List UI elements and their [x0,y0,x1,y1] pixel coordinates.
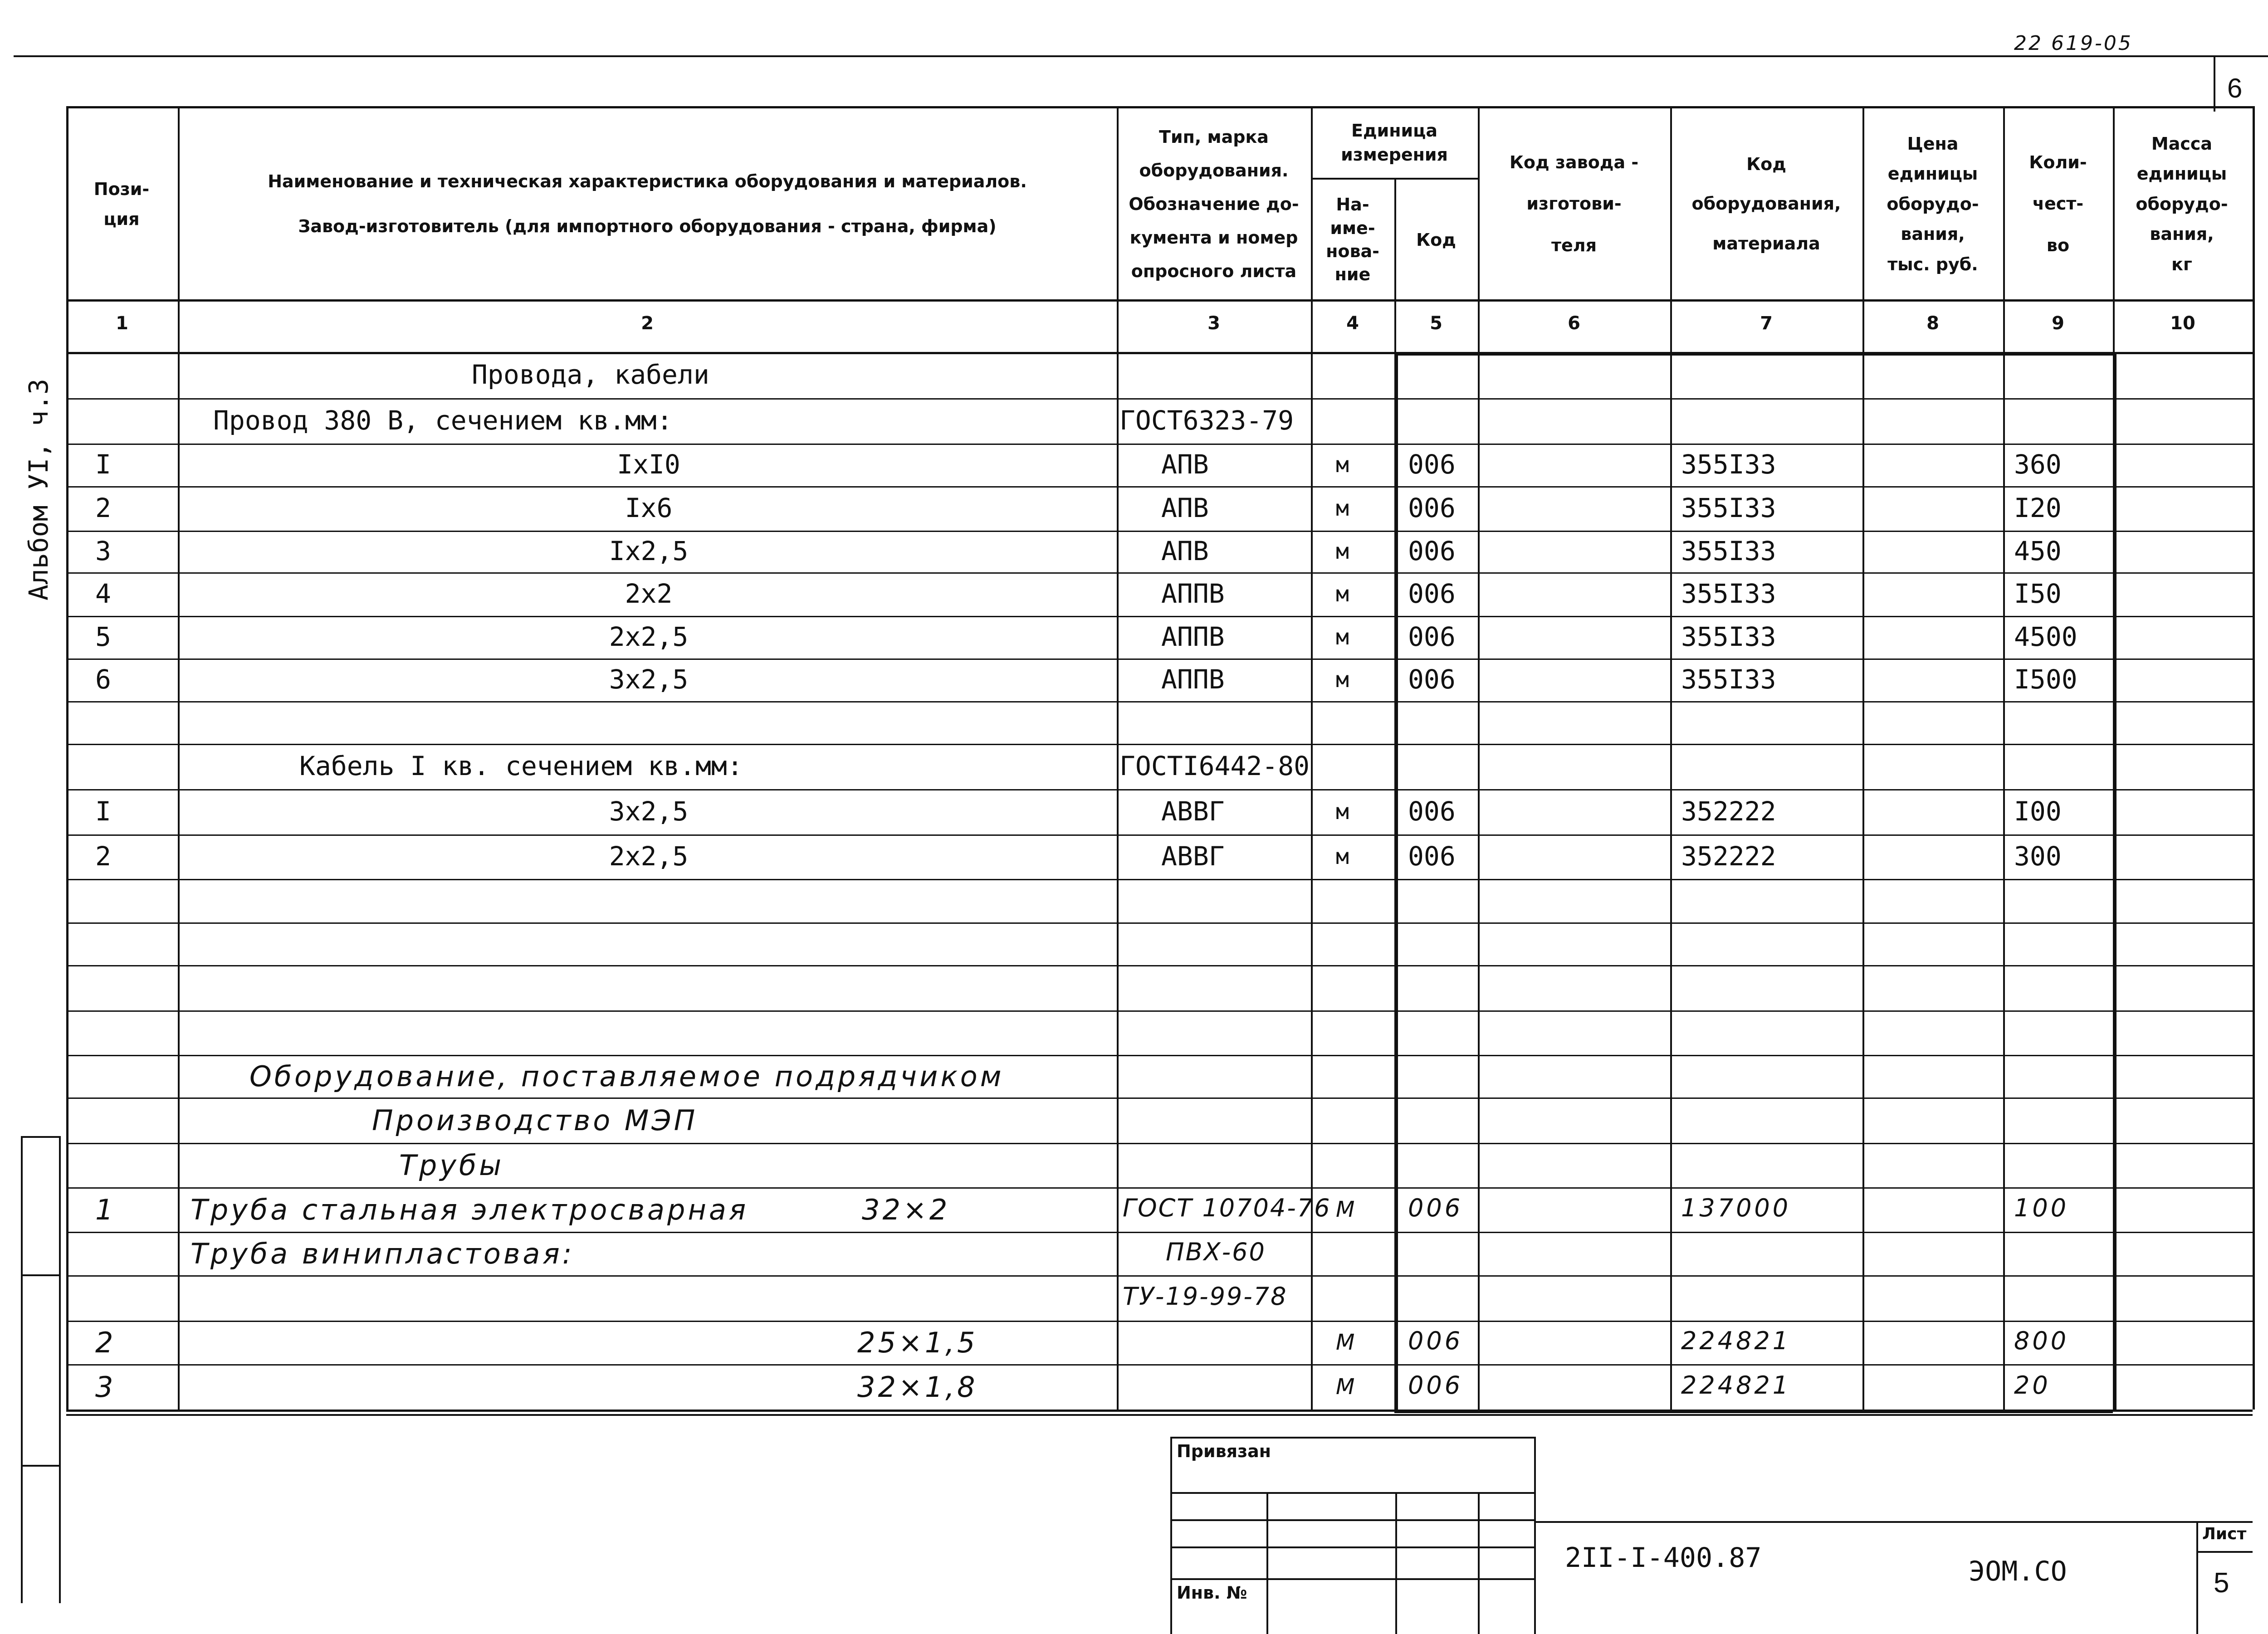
row-material-code: 352222 [1681,841,1776,872]
column-number: 6 [1568,313,1580,334]
row-unit: м [1336,844,1349,869]
row-quantity: I00 [2014,796,2062,827]
row-material-code: 355I33 [1681,621,1776,652]
row-material-code: 355I33 [1681,536,1776,566]
stamp-sheet-number: 5 [2214,1567,2229,1599]
row-unit: м [1336,581,1349,607]
stamp-sheet-label: Лист [2202,1525,2247,1543]
column-number: 2 [641,313,654,334]
row-unit-code: 006 [1408,449,1456,480]
row-unit-code: 006 [1408,841,1456,872]
document-code: 22 619-05 [2014,32,2133,55]
column-number: 5 [1430,313,1442,334]
row-type: АПВ [1161,449,1209,480]
row-type: ГОСТI6442-80 [1119,751,1310,781]
row-position: 2 [95,1326,116,1359]
row-type: АВВГ [1161,796,1225,827]
header-plant-code: Код завода - изготови- теля [1509,152,1639,255]
row-unit: м [1336,539,1349,564]
row-name: Кабель I кв. сечением кв.мм: [299,751,743,781]
header-price: Цена единицы оборудо- вания, тыс. руб. [1887,133,1979,274]
row-name: Труба винипластовая: [191,1237,575,1270]
row-position: 3 [95,536,111,566]
row-size: 32×1,8 [857,1371,978,1404]
row-material-code: 355I33 [1681,578,1776,609]
row-type: АВВГ [1161,841,1225,872]
row-unit-code: 006 [1408,1327,1463,1355]
header-unit-code: Код [1416,229,1456,250]
row-material-code: 224821 [1681,1371,1791,1400]
stamp-code: ЭОМ.СО [1969,1556,2067,1587]
header-quantity: Коли- чест- во [2029,152,2087,255]
row-name: 3x2,5 [609,796,689,827]
header-material-code: Код оборудования, материала [1691,154,1841,254]
row-position: 3 [95,1371,116,1404]
row-name: Оборудование, поставляемое подрядчиком [249,1060,1004,1093]
row-unit-code: 006 [1408,1194,1463,1222]
column-number: 9 [2052,313,2064,334]
row-type: АПВ [1161,493,1209,523]
row-name: Ix6 [625,493,673,523]
row-name: Трубы [399,1149,504,1182]
row-unit: м [1336,452,1349,478]
header-unit: Единица измерения [1341,120,1448,165]
row-quantity: 800 [2014,1327,2069,1355]
row-unit-code: 006 [1408,578,1456,609]
column-number: 8 [1926,313,1939,334]
stamp-privyazan: Привязан [1177,1441,1271,1461]
row-unit-code: 006 [1408,1371,1463,1400]
row-name: Провод 380 В, сечением кв.мм: [213,405,673,436]
row-unit-code: 006 [1408,536,1456,566]
row-position: 4 [95,578,111,609]
row-type: АПВ [1161,536,1209,566]
row-name: 3x2,5 [609,664,689,695]
row-type: АППВ [1161,664,1225,695]
row-type: ГОСТ 10704-76 [1123,1194,1331,1222]
row-position: I [95,449,111,480]
row-material-code: 352222 [1681,796,1776,827]
row-quantity: 20 [2014,1371,2051,1400]
row-material-code: 355I33 [1681,449,1776,480]
row-unit: м [1336,624,1349,650]
row-name: IxI0 [617,449,680,480]
row-size: 25×1,5 [857,1326,978,1359]
row-unit-code: 006 [1408,621,1456,652]
row-type: ГОСТ6323-79 [1119,405,1294,436]
row-unit-code: 006 [1408,796,1456,827]
row-quantity: 450 [2014,536,2062,566]
row-position: I [95,796,111,827]
row-material-code: 137000 [1681,1194,1791,1222]
row-quantity: 300 [2014,841,2062,872]
page-number: 6 [2227,73,2243,103]
header-mass: Масса единицы оборудо- вания, кг [2136,133,2228,274]
row-unit: м [1336,799,1349,824]
row-name: 2x2,5 [609,841,689,872]
row-quantity: 360 [2014,449,2062,480]
row-position: 1 [95,1193,116,1226]
row-name: Труба стальная электросварная [191,1193,749,1226]
header-unit-name: На- име- нова- ние [1326,195,1379,285]
row-material-code: 355I33 [1681,664,1776,695]
row-position: 2 [95,493,111,523]
row-type: АППВ [1161,621,1225,652]
row-name: 2x2,5 [609,621,689,652]
row-size: 32×2 [862,1193,950,1226]
row-name: 2x2 [625,578,673,609]
column-number: 3 [1207,313,1220,334]
header-type: Тип, марка оборудования. Обозначение до- кумента и номер опросного листа [1129,127,1299,282]
stamp-designation: 2II-I-400.87 [1565,1542,1762,1574]
row-unit: м [1336,496,1349,521]
row-quantity: 4500 [2014,621,2077,652]
row-unit: М [1336,1197,1358,1222]
row-type: ПВХ-60 [1166,1238,1266,1266]
album-label: Альбом УI, ч.3 [23,379,54,600]
row-name: Ix2,5 [609,536,689,566]
stamp-inv-no: Инв. № [1177,1583,1247,1603]
row-type: ТУ-19-99-78 [1123,1282,1288,1311]
row-material-code: 224821 [1681,1327,1791,1355]
column-number: 10 [2170,313,2195,334]
row-unit-code: 006 [1408,493,1456,523]
row-quantity: I50 [2014,578,2062,609]
row-unit-code: 006 [1408,664,1456,695]
row-unit: м [1336,667,1349,693]
header-position: Пози- ция [93,179,150,229]
row-quantity: 100 [2014,1194,2069,1222]
column-number: 7 [1760,313,1773,334]
row-material-code: 355I33 [1681,493,1776,523]
row-position: 5 [95,621,111,652]
row-position: 2 [95,841,111,872]
row-name: Производство МЭП [372,1104,698,1137]
row-unit: М [1336,1330,1358,1355]
row-quantity: I500 [2014,664,2077,695]
column-number: 4 [1346,313,1359,334]
row-unit: М [1336,1374,1358,1400]
row-type: АППВ [1161,578,1225,609]
column-number: 1 [116,313,128,334]
row-name: Провода, кабели [472,359,709,390]
header-name: Наименование и техническая характеристика оборудования и материалов. Завод-изготовитель (для импортного оборудования - страна, фирма) [268,171,1027,236]
row-quantity: I20 [2014,493,2062,523]
row-position: 6 [95,664,111,695]
